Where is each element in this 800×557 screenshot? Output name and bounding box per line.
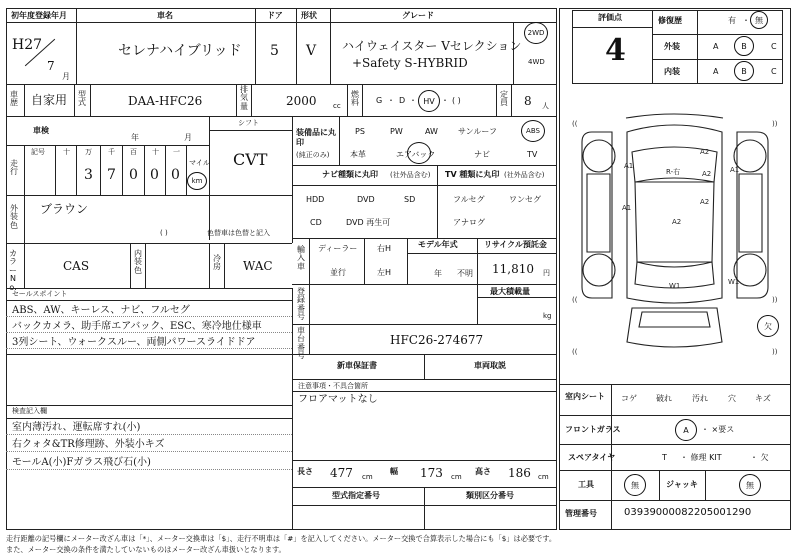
length-unit: cm (362, 473, 373, 481)
repair-sep: ・ (742, 16, 750, 25)
tools-none: 無 (631, 480, 639, 490)
import-label: 輸入車 (297, 245, 305, 271)
color-no-label: カラーNo. (9, 249, 17, 292)
seat-hole: 穴 (728, 394, 736, 403)
max-load-unit: kg (543, 312, 552, 320)
windshield-label: フロントガラス (565, 425, 621, 434)
fuel-sep-3: ・ (441, 96, 449, 105)
navi-sd: SD (404, 195, 416, 204)
chassis-label: 車台番号 (297, 326, 305, 361)
equip-pw: PW (390, 127, 403, 136)
equip-aw: AW (425, 127, 438, 136)
missing-parts-circle (757, 315, 779, 337)
warranty-manual: 車両取説 (474, 361, 506, 370)
rear-view-window (639, 312, 710, 327)
mileage-digit-3: 7 (107, 167, 116, 183)
svg-text:)): )) (772, 348, 778, 356)
mark-a2-roof: A2 (672, 218, 682, 226)
missing-parts-label: 欠 (764, 321, 772, 331)
equip-navi: ナビ (474, 150, 490, 159)
side-right (737, 132, 768, 298)
mark-a1-right-side: A1 (730, 166, 740, 174)
mark-r-right: R-右 (666, 168, 681, 176)
interior-c: C (771, 67, 777, 76)
sales-point-line-2: バックカメラ、助手席エアバック、ESC、寒冷地仕様車 (12, 321, 262, 332)
equip-leather: 本革 (350, 150, 366, 159)
repair-history-label: 修復歴 (658, 16, 682, 25)
mileage-place-5: 十 (152, 148, 159, 156)
equip-abs: ABS (526, 127, 540, 135)
first-registration-label: 初年度登録年月 (11, 11, 67, 20)
score-label: 評価点 (598, 13, 622, 22)
drive-4wd: 4WD (528, 58, 545, 66)
sales-points-label: セールスポイント (12, 290, 68, 298)
door-value: 5 (270, 43, 279, 59)
spare-tire-t: T (662, 453, 667, 462)
equip-sunroof: サンルーフ (458, 127, 497, 136)
import-left-h: 左H (377, 268, 392, 277)
exterior-color-value: ブラウン (40, 202, 89, 216)
footer-note-2: また、メーター交換の条件を満たしていないものはメーター改ざん車扱いとなります。 (6, 545, 286, 554)
mile-label: マイル (189, 159, 210, 167)
width-unit: cm (451, 473, 462, 481)
capacity-label: 定員 (500, 90, 508, 108)
shift-value: CVT (233, 150, 268, 169)
color-no-value: CAS (63, 259, 90, 273)
model-year-unknown: 不明 (457, 269, 473, 278)
interior-b: B (741, 66, 747, 76)
navi-hdd: HDD (306, 195, 325, 204)
equip-ps: PS (355, 127, 365, 136)
first-registration-month: 7 (47, 59, 55, 73)
model-year-label: モデル年式 (418, 240, 458, 249)
management-no-value: 03939000082205001290 (624, 507, 752, 518)
grade-line-2: +Safety S-HYBRID (352, 56, 468, 70)
mileage-place-4: 百 (130, 148, 137, 156)
mark-a2-right-fender: A2 (702, 170, 712, 178)
windshield-replace: ・ ×要ス (701, 425, 735, 434)
mileage-label: 走行 (10, 159, 18, 177)
exterior-label: 外装 (664, 42, 680, 51)
front-bumper (626, 114, 723, 118)
svg-text:)): )) (772, 296, 778, 304)
inspector-line-3: モールA(小)Fガラス飛び石(小) (12, 457, 151, 468)
mark-a2-right-door: A2 (700, 198, 710, 206)
fuel-g: G (376, 96, 383, 105)
exterior-color-label: 外装色 (10, 204, 18, 230)
spare-tire-kit: ・ 修理 KIT (680, 453, 722, 462)
exterior-c: C (771, 42, 777, 51)
length-label: 長さ (297, 467, 313, 476)
mark-a1-front-left: A1 (624, 162, 634, 170)
height-label: 高さ (475, 467, 491, 476)
mileage-place-1: 十 (63, 148, 70, 156)
fuel-hv: HV (423, 96, 435, 106)
side-right-window (739, 174, 762, 252)
sales-point-line-1: ABS、AW、キーレス、ナビ、フルセグ (12, 305, 190, 316)
side-left-window (587, 174, 610, 252)
model-year-unit: 年 (434, 269, 442, 278)
drive-2wd: 2WD (527, 29, 545, 37)
svg-text:((: (( (572, 120, 578, 128)
vehicle-use-value: 自家用 (31, 93, 68, 107)
tv-fullseg: フルセグ (453, 195, 485, 204)
inspection-month-unit: 月 (184, 133, 192, 142)
mark-a1-left-door: A1 (622, 204, 632, 212)
exterior-a: A (713, 42, 719, 51)
repair-no: 無 (755, 15, 763, 25)
displacement-label: 排気量 (240, 85, 248, 111)
notes-label: 注意事項・不具合箇所 (298, 382, 368, 390)
inspection-label: 車検 (33, 126, 49, 135)
recycle-value: 11,810 (492, 262, 534, 276)
width-value: 173 (420, 466, 443, 480)
door-label: ドア (267, 11, 283, 20)
jack-none: 無 (746, 480, 754, 490)
mark-w1-rear-right: W1 (728, 278, 740, 286)
class-number-label: 類別区分番号 (466, 491, 514, 500)
km-label: km (191, 177, 203, 185)
interior-label: 内装 (664, 67, 680, 76)
wheel-rear-left (583, 254, 615, 286)
windshield-a: A (683, 425, 689, 435)
width-label: 幅 (390, 467, 398, 476)
repair-yes: 有 (728, 16, 736, 25)
svg-text:((: (( (572, 296, 578, 304)
height-unit: cm (538, 473, 549, 481)
tools-none-circle (624, 474, 646, 496)
jack-label: ジャッキ (666, 480, 698, 489)
navi-dvd-play: DVD 再生可 (346, 218, 391, 227)
jack-none-circle (739, 474, 761, 496)
interior-a: A (713, 67, 719, 76)
exterior-b-circle (734, 36, 754, 56)
max-load-label: 最大積載量 (490, 287, 530, 296)
equip-abs-circle (521, 120, 545, 142)
spare-tire-none: ・ 欠 (750, 453, 769, 462)
mileage-place-3: 千 (108, 148, 115, 156)
sales-point-line-3: 3列シート、ウォークスルー、両側パワースライドドア (12, 337, 256, 348)
height-value: 186 (508, 466, 531, 480)
import-dealer: ディーラー (318, 244, 358, 253)
tv-type-label: TV 種類に丸印 (445, 170, 500, 179)
spare-tire-label: スペアタイヤ (568, 453, 616, 462)
shape-label: 形状 (301, 11, 317, 20)
equipment-sub: (純正のみ) (296, 151, 330, 159)
grade-line-1: ハイウェイスター Vセレクション (342, 39, 522, 53)
navi-cd: CD (310, 218, 322, 227)
tools-label: 工具 (578, 480, 594, 489)
inspector-label: 検査記入欄 (12, 407, 47, 415)
inspector-line-1: 室内薄汚れ、運転席すれ(小) (12, 422, 141, 433)
capacity-unit: 人 (542, 102, 549, 110)
type-designation-label: 型式指定番号 (332, 491, 380, 500)
model-value: DAA-HFC26 (128, 94, 203, 108)
svg-text:)): )) (772, 120, 778, 128)
interior-color-label: 内装色 (134, 249, 142, 275)
grade-label: グレード (402, 11, 434, 20)
drive-2wd-circle (524, 22, 548, 44)
displacement-value: 2000 (286, 94, 317, 108)
svg-text:((: (( (572, 348, 578, 356)
ac-value: WAC (243, 259, 273, 273)
navi-dvd: DVD (357, 195, 375, 204)
length-value: 477 (330, 466, 353, 480)
mileage-digit-5: 0 (150, 167, 159, 183)
interior-b-circle (734, 61, 754, 81)
mileage-place-2: 万 (85, 148, 92, 156)
inspector-line-2: 右クォタ&TR修理跡、外装小キズ (12, 439, 165, 450)
equipment-label: 装備品に丸印 (296, 128, 336, 147)
score-value: 4 (605, 33, 626, 68)
seat-label: 室内シート (565, 392, 605, 401)
model-label: 型式 (78, 90, 86, 108)
fuel-sep-2: ・ (409, 96, 417, 105)
tv-analog: アナログ (453, 218, 485, 227)
import-parallel: 並行 (330, 268, 346, 277)
windshield-a-circle (675, 419, 697, 441)
chassis-value: HFC26-274677 (390, 333, 484, 347)
mileage-mark-label: 記号 (31, 148, 45, 156)
fuel-label: 燃料 (351, 90, 359, 108)
mileage-place-6: 一 (173, 148, 180, 156)
recycle-label: リサイクル預託金 (484, 240, 547, 249)
repaint-paren: ( ) (160, 229, 168, 237)
equip-tv: TV (527, 150, 538, 159)
repaint-note: 色替車は色替と記入 (207, 229, 270, 237)
seat-tear: 破れ (656, 394, 672, 403)
car-name-value: セレナハイブリッド (118, 43, 242, 59)
fuel-other: ( ) (452, 96, 461, 105)
management-no-label: 管理番号 (565, 509, 597, 518)
displacement-unit: cc (333, 102, 341, 110)
mileage-digit-4: 0 (129, 167, 138, 183)
repair-no-circle (750, 11, 768, 29)
warranty-new-car: 新車保証書 (337, 361, 377, 370)
car-name-label: 車名 (157, 11, 173, 20)
mark-a2-front-right: A2 (700, 148, 710, 156)
exterior-b: B (741, 41, 747, 51)
car-diagram (562, 112, 788, 374)
tv-oneseg: ワンセグ (509, 195, 541, 204)
wheel-front-left (583, 140, 615, 172)
mileage-digit-2: 3 (84, 167, 93, 183)
ac-label: 冷房 (213, 254, 221, 272)
notes-value: フロアマットなし (298, 394, 378, 405)
seat-scorch: コゲ (621, 394, 637, 403)
mileage-digit-6: 0 (171, 167, 180, 183)
seat-dirt: 汚れ (692, 394, 708, 403)
inspection-year-unit: 年 (131, 133, 139, 142)
seat-scratch: キズ (755, 394, 771, 403)
equip-airbag: エアバック (396, 150, 436, 159)
fuel-hv-circle (418, 90, 440, 112)
first-registration-month-unit: 月 (62, 72, 70, 81)
km-circle (187, 172, 207, 190)
first-registration-era: H27 (12, 37, 43, 53)
fuel-sep-1: ・ (387, 96, 395, 105)
footer-note-1: 走行距離の記号欄にメーター改ざん車は「*」、メーター交換車は「$」、走行不明車は「#」を記入してください。メーター交換で合算表示した場合にも「$」は必要です。 (6, 534, 557, 543)
navi-type-sub: (社外品含む) (390, 171, 431, 179)
shift-label: シフト (238, 119, 259, 127)
shape-value: V (306, 43, 317, 59)
tv-type-sub: (社外品含む) (504, 171, 545, 179)
import-right-h: 右H (377, 244, 392, 253)
navi-type-label: ナビ種類に丸印 (322, 170, 378, 179)
fuel-d: D (399, 96, 406, 105)
capacity-value: 8 (524, 94, 532, 108)
mark-w1-rear: W1 (669, 282, 681, 290)
vehicle-history-label: 車歴 (10, 90, 18, 108)
registration-label: 登録番号 (297, 287, 305, 322)
recycle-unit: 円 (543, 269, 550, 277)
